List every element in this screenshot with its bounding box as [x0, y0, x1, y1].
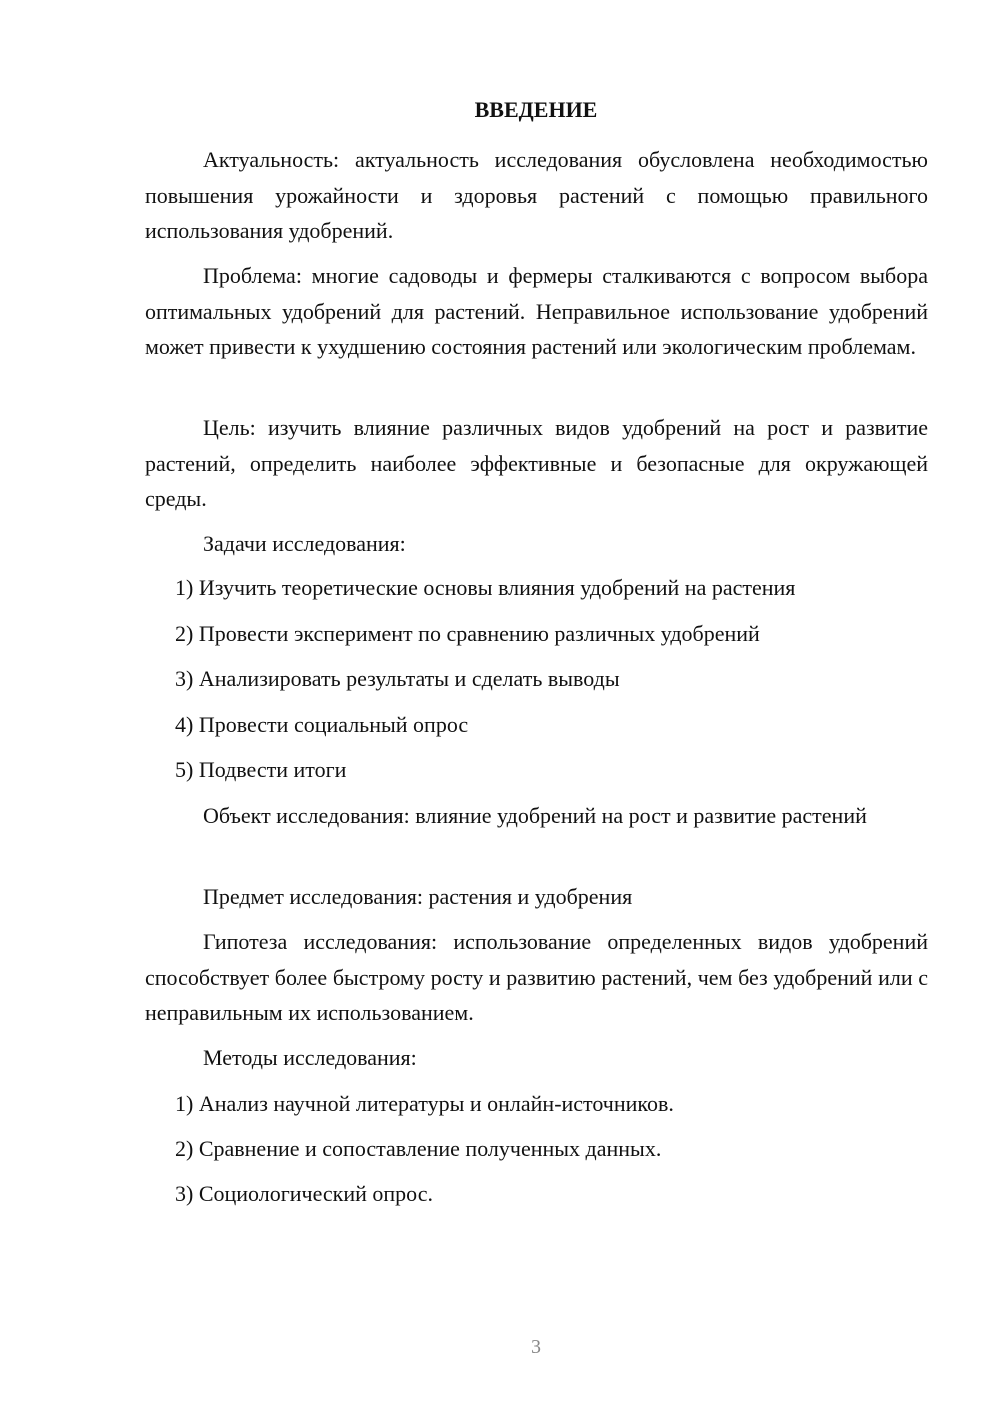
paragraph-object: Объект исследования: влияние удобрений на рост и развитие растений [203, 803, 867, 828]
paragraph-subject: Предмет исследования: растения и удобрения [203, 884, 633, 909]
list-item: 2) Провести эксперимент по сравнению различных удобрений [175, 621, 760, 646]
list-item: 1) Анализ научной литературы и онлайн-источников. [175, 1091, 674, 1116]
list-item: 1) Изучить теоретические основы влияния удобрений на растения [175, 575, 796, 600]
methods-title: Методы исследования: [203, 1045, 417, 1070]
paragraph-hypothesis: Гипотеза исследования: использование определенных видов удобрений способствует более быстрому росту и развитию растений, чем без удобрений или с неправильным их использованием. [145, 929, 928, 1025]
list-item: 2) Сравнение и сопоставление полученных данных. [175, 1136, 662, 1161]
page-number: 3 [531, 1336, 541, 1358]
list-item: 4) Провести социальный опрос [175, 712, 469, 737]
paragraph-relevance: Актуальность: актуальность исследования обусловлена необходимостью повышения урожайности и здоровья растений с помощью правильного использования удобрений. [145, 147, 928, 243]
page-title: ВВЕДЕНИЕ [474, 97, 598, 122]
list-item: 3) Анализировать результаты и сделать выводы [175, 666, 620, 691]
paragraph-problem: Проблема: многие садоводы и фермеры сталкиваются с вопросом выбора оптимальных удобрений для растений. Неправильное использование удобрений может привести к ухудшению состояния растений или экологическим проблемам. [145, 263, 928, 359]
paragraph-goal: Цель: изучить влияние различных видов удобрений на рост и развитие растений, определить наиболее эффективные и безопасные для окружающей среды. [145, 415, 928, 511]
list-item: 3) Социологический опрос. [175, 1181, 433, 1206]
list-item: 5) Подвести итоги [175, 757, 347, 782]
tasks-title: Задачи исследования: [203, 531, 406, 556]
